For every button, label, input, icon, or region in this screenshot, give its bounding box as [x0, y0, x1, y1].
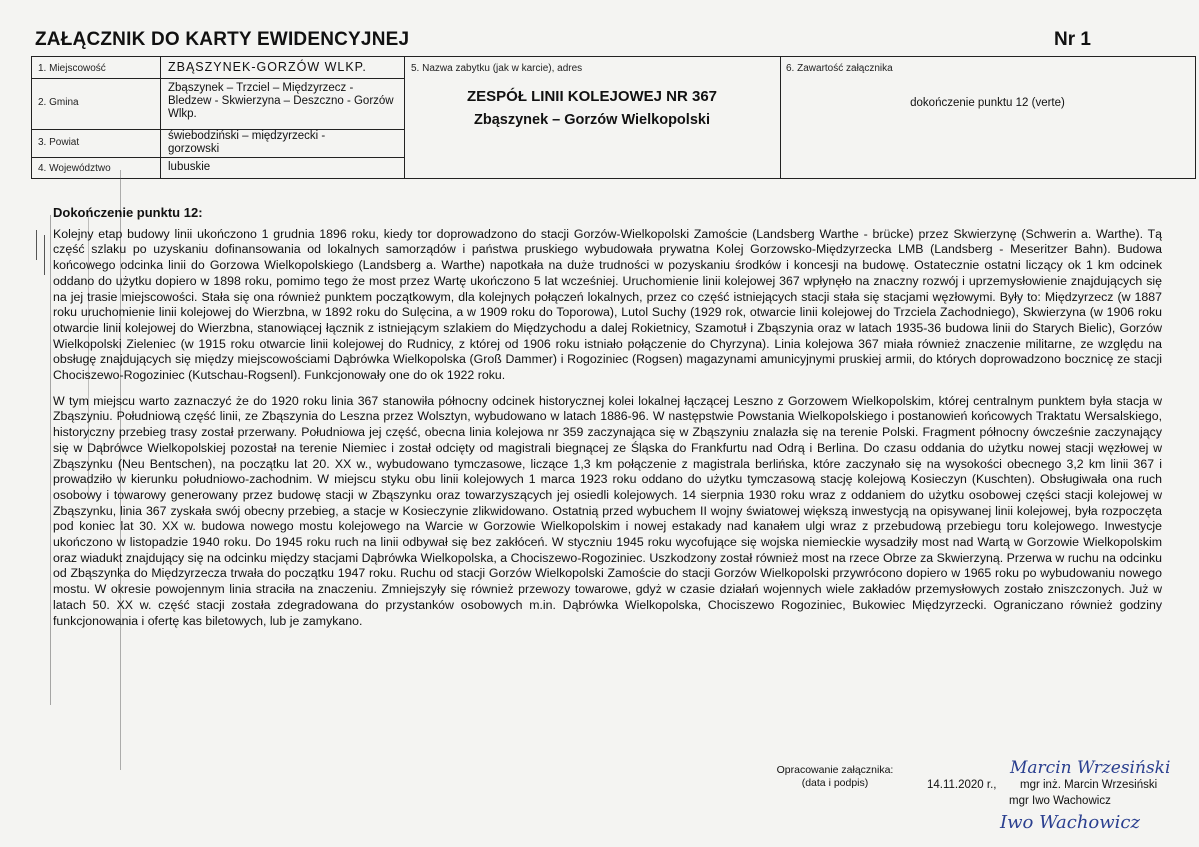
- body-text: [53, 205, 1162, 639]
- scan-artifact: [50, 215, 51, 705]
- scan-artifact: [44, 235, 45, 275]
- monument-subtitle: Zbąszynek – Gorzów Wielkopolski: [474, 112, 710, 128]
- footer-date: 14.11.2020 r.,: [927, 779, 997, 791]
- gmina-value: Zbąszynek – Trzciel – Międzyrzecz - Bledzew - Skwierzyna – Deszczno - Gorzów Wlkp.: [168, 82, 394, 120]
- footer-label-line2: (data i podpis): [801, 777, 869, 789]
- zawartosc-label: 6. Zawartość załącznika: [786, 63, 893, 74]
- author-1: mgr inż. Marcin Wrzesiński: [1020, 779, 1158, 791]
- footer-label: [755, 764, 915, 790]
- monument-title: ZESPÓŁ LINII KOLEJOWEJ NR 367: [466, 88, 718, 105]
- nazwa-label: 5. Nazwa zabytku (jak w karcie), adres: [411, 63, 583, 74]
- divider: [32, 157, 404, 158]
- divider: [32, 78, 404, 79]
- document-number: Nr 1: [1054, 29, 1091, 50]
- author-2: mgr Iwo Wachowicz: [1009, 795, 1111, 807]
- footer-label-line1: Opracowanie załącznika:: [776, 764, 894, 776]
- zawartosc-cell: [780, 57, 1195, 178]
- divider: [160, 57, 161, 178]
- nazwa-cell: [404, 57, 780, 178]
- paragraph: Kolejny etap budowy linii ukończono 1 grudnia 1896 roku, kiedy tor doprowadzono do stacji Gorzów-Wielkopolski Zamoście (Landsberg Warthe - brücke) przez Skwierzynę (Schwerin a. Warthe). Tą część szlaku po uzyskaniu dofinansowania od lokalnych samorządów i państwa pruskiego wybudowała prywatna Kolej Gorzowsko-Międzyrzecka LMB (Landsberg - Meseritzer Bahn). Budowa końcowego odcinka linii do Gorzowa Wielkopolskiego (Landsberg a. Warthe) napotkała na duże trudności w pozyskaniu środków i koncesji na budowę. Ostatecznie ostatni liczący ok 1 km odcinek oddano do użytku dopiero w 1898 roku, pomimo tego że most przez Wartę ukończono 5 lat wcześniej. Uruchomienie linii kolejowej 367 wpłynęło na znaczny rozwój i uprzemysłowienie znajdujących się na jej trasie miejscowości. Stała się ona również punktem początkowym, dla kolejnych połączeń lokalnych, przez co część istniejących stacji stała się stacjami węzłowymi. Były to: Międzyrzecz (w 1887 roku uruchomienie linii kolejowej do Wierzbna, w 1892 roku do Sulęcina, a w 1909 roku do Toporowa), Lutol Suchy (1929 rok, otwarcie linii kolejowej do Trzciela Zachodniego), Skwierzyna (w 1906 roku otwarcie linii kolejowej do Wierzbna, stanowiącej łącznik z istniejącym szlakiem do Międzychodu a dalej Rokietnicy, Szamotuł i Zbąszynia oraz w latach 1935-36 budowa linii do Starych Bielic), Gorzów Wielkopolski Zieleniec (w 1915 roku otwarcie linii kolejowej do Rudnicy, z której od 1906 roku istniało połączenie do Chyrzyna). Linia kolejowa 367 miała również znaczenie militarne, ze względu na obsługę znajdujących się między miejscowościami Dąbrówka Wielkopolska (Groß Dammer) i Rogoziniec (Rogsen) magazynami amunicyjnymi pruskiej armii, do których doprowadzono bocznicę ze stacji Chociszewo-Rogoziniec (Kutschau-Rogsenl). Funkcjonowały one do ok 1922 roku.: [53, 226, 1162, 383]
- header-table: [31, 56, 1196, 179]
- wojewodztwo-value: lubuskie: [168, 161, 211, 173]
- section-heading: Dokończenie punktu 12:: [53, 205, 203, 220]
- document-title: ZAŁĄCZNIK DO KARTY EWIDENCYJNEJ: [35, 29, 410, 50]
- signature-1: Marcin Wrzesiński: [1010, 758, 1171, 778]
- wojewodztwo-label: 4. Województwo: [38, 163, 111, 174]
- paragraph: W tym miejscu warto zaznaczyć że do 1920 roku linia 367 stanowiła północny odcinek historycznej kolei lokalnej łączącej Leszno z Gorzowem Wielkopolskim, której centralnym punktem była stacja w Zbąszyniu. Południową część linii, ze Zbąszynia do Leszna przez Wolsztyn, wybudowano w latach 1886-96. W następstwie Powstania Wielkopolskiego i postanowień końcowych Traktatu Wersalskiego, historyczny przebieg trasy został przerwany. Południowa jej część, obecna linia kolejowa nr 359 zaczynająca się w Zbąszyniu znalazła się na terenie Polski. Fragment północny ówcześnie zaczynający się w Dąbrówce Wielkopolskiej pozostał na terenie Niemiec i został odcięty od magistrali biegnącej ze Śląska do Frankfurtu nad Odrą i Berlina. Do czasu oddania do użytku nowej stacji węzłowej w Zbąszynku (Neu Bentschen), na początku lat 20. XX w., wybudowano tymczasowe, liczące 1,3 km połączenie z magistrala berlińska, które zaczynało się na wysokości obecnego 3,2 km linii 367 i prowadziło w kierunku południowo-zachodnim. W miejscu styku obu linii kolejowych 1 marca 1923 roku oddano do użytku tymczasową stację kolejową Kosieczyn (Kuschten). Obsługiwała ona ruch osobowy i towarowy generowany przez budowę stacji w Zbąszynku oraz towarzyszących jej osiedli kolejowych. 14 sierpnia 1930 roku wraz z oddaniem do użytku osobowej części stacji kolejowej w Zbąszynku, linia 367 zyskała swój obecny przebieg, a stacje w Kosieczynie zlikwidowano. Ostatnią przed wybuchem II wojny światowej większą inwestycją na opisywanej linii kolejowej, była rozpoczęta pod koniec lat 30. XX w. budowa nowego mostu kolejowego na Warcie w Gorzowie Wielkopolskim i nowej estakady nad kanałem ulgi wraz z przebudową przebiegu toru kolejowego. Inwestycje ukończono w listopadzie 1940 roku. Do 1945 roku ruch na linii odbywał się bez zakłóceń. W styczniu 1945 roku wycofujące się wojska niemieckie wysadziły most nad Wartą w Gorzowie Wielkopolskim oraz wiadukt znajdujący się na odcinku między stacjami Dąbrówka Wielkopolska, a Chociszewo-Rogoziniec. Uszkodzony został również most na rzece Obrze za Skwierzyną. Przerwa w ruchu na odcinku od Zbąszynka do Międzyrzecza trwała do początku 1947 roku. Ruchu od stacji Gorzów Wielkopolski Zamoście do stacji Gorzów Wielkopolski przywrócono dopiero w 1965 roku po wybudowaniu nowego mostu. W okresie powojennym linia straciła na znaczeniu. Zmniejszyły się również przewozy towarowe, gdyż w czasie działań wojennych wiele zakładów przemysłowych zostało zniszczonych. Już w latach 50. XX w. część stacji została zdegradowana do przystanków osobowych m.in. Dąbrówka Wielkopolska, Chociszewo Rogoziniec, Bukowiec Międzyrzecki. Ograniczano również godziny funkcjonowania i ofertę kas biletowych, lub je zamykano.: [53, 393, 1162, 628]
- signature-2: Iwo Wachowicz: [1000, 812, 1140, 833]
- powiat-label: 3. Powiat: [38, 137, 80, 148]
- gmina-label: 2. Gmina: [38, 97, 79, 108]
- miejscowosc-label: 1. Miejscowość: [38, 63, 106, 74]
- miejscowosc-value: ZBĄSZYNEK-GORZÓW WLKP.: [168, 60, 367, 74]
- scan-artifact: [36, 230, 37, 260]
- zawartosc-value: dokończenie punktu 12 (verte): [910, 97, 1065, 109]
- powiat-value: świebodziński – międzyrzecki - gorzowski: [168, 130, 326, 155]
